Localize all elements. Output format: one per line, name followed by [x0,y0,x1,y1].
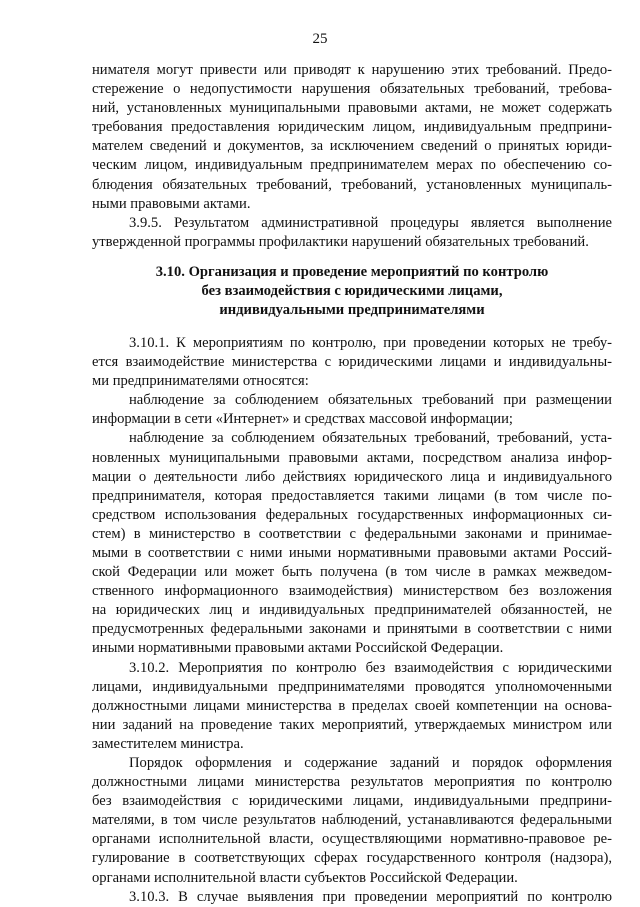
text-line: заместителем министра. [92,735,244,752]
text-line: утвержденной программы профилактики нарушений обязательных требований. [92,233,589,250]
text-line: лицами, индивидуальными предпринимателями проводятся уполномоченными [92,678,612,695]
text-line: предпринимателя, которая предоставляется такими лицами (в том числе по- [92,487,612,504]
text-line: гулирование в соответствующих сферах государственного контроля (надзора), [92,850,612,867]
paragraph-3-10-2 [92,659,612,754]
text-line: новленных муниципальными правовыми актами, посредством анализа инфор- [92,449,612,466]
heading-line: индивидуальными предпринимателями [219,301,485,318]
text-line: стережение о недопустимости нарушения обязательных требований, требова- [92,81,612,98]
text-line: нии заданий на проведение таких мероприятий, утверждаемых министром или [92,716,612,733]
paragraph-procedure [92,754,612,888]
text-line: мации о деятельности либо действиях юридического лица и индивидуального [92,468,612,485]
text-line: мателями, в том числе результатов наблюдений, устанавливаются федеральными [92,812,612,829]
heading-line: 3.10. Организация и проведение мероприятий по контролю [155,263,549,280]
text-line: ственного информационного взаимодействия) министерством без возложения [92,583,612,600]
heading-line: без взаимодействия с юридическими лицами, [201,282,503,299]
section-heading-3-10 [92,263,612,320]
text-line: ний, установленных муниципальными правовыми актами, не может содержать [92,100,612,117]
text-line: мателем сведений и документов, за исключением сведений о принятых юриди- [92,138,612,155]
text-line: Порядок оформления и содержание заданий и порядок оформления [129,755,612,771]
paragraph-3-10-3 [92,888,612,907]
text-line: нимателя могут привести или приводят к нарушению этих требований. Предо- [92,62,612,78]
paragraph-3-10-1 [92,334,612,391]
text-line: требования предоставления юридическим лицом, индивидуальным предприни- [92,119,612,136]
text-line: ческим лицом, индивидуальным предпринимателем мерах по обеспечению со- [92,157,612,174]
text-line: должностными лицами министерства в пределах своей компетенции на основа- [92,697,612,714]
text-line: иными нормативными правовыми актами Российской Федерации. [92,640,504,657]
text-line: органами исполнительной власти субъектов Российской Федерации. [92,869,518,886]
paragraph-information-analysis [92,429,612,658]
text-line: информации в сети «Интернет» и средствах массовой информации; [92,411,513,428]
text-line: стем) в министерство в соответствии с федеральными законами и принимае- [92,525,612,542]
text-line: ской Федерации или может быть получена (в том числе в рамках межведом- [92,564,612,581]
text-line: наблюдение за соблюдением обязательных требований при размещении [129,392,612,409]
text-line: органами исполнительной власти, осуществляющими нормативно-правовое ре- [92,831,612,848]
text-line: должностными лицами министерства результатов мероприятия по контролю [92,774,612,791]
document-body [92,61,612,907]
paragraph-internet-monitoring [92,391,612,429]
text-line: 3.10.3. В случае выявления при проведении мероприятий по контролю [129,888,612,905]
text-line: мыми в соответствии с ними иными нормативными правовыми актами Россий- [92,544,612,561]
text-line: наблюдение за соблюдением обязательных требований, требований, уста- [129,430,612,447]
text-line: ными правовыми актами. [92,195,251,212]
text-line: 3.10.1. К мероприятиям по контролю, при проведении которых не требу- [129,334,612,351]
text-line: 3.10.2. Мероприятия по контролю без взаимодействия с юридическими [129,659,612,676]
text-line: предусмотренных федеральными законами и принятыми в соответствии с ними [92,621,612,638]
paragraph-preventive-warning [92,61,612,214]
page-number: 25 [312,31,328,47]
text-line: на юридических лиц и индивидуальных предпринимателей обязанностей, не [92,602,612,619]
text-line: средством использования федеральных государственных информационных си- [92,506,612,523]
text-line: ется взаимодействие министерства с юридическими лицами и индивидуальны- [92,354,612,371]
text-line: без взаимодействия с юридическими лицами, индивидуальными предприни- [92,793,612,810]
text-line: 3.9.5. Результатом административной процедуры является выполнение [129,214,612,231]
text-line: блюдения обязательных требований, требований, установленных муниципаль- [92,176,612,193]
text-line: ми предпринимателями относятся: [92,373,309,390]
paragraph-3-9-5 [92,214,612,252]
